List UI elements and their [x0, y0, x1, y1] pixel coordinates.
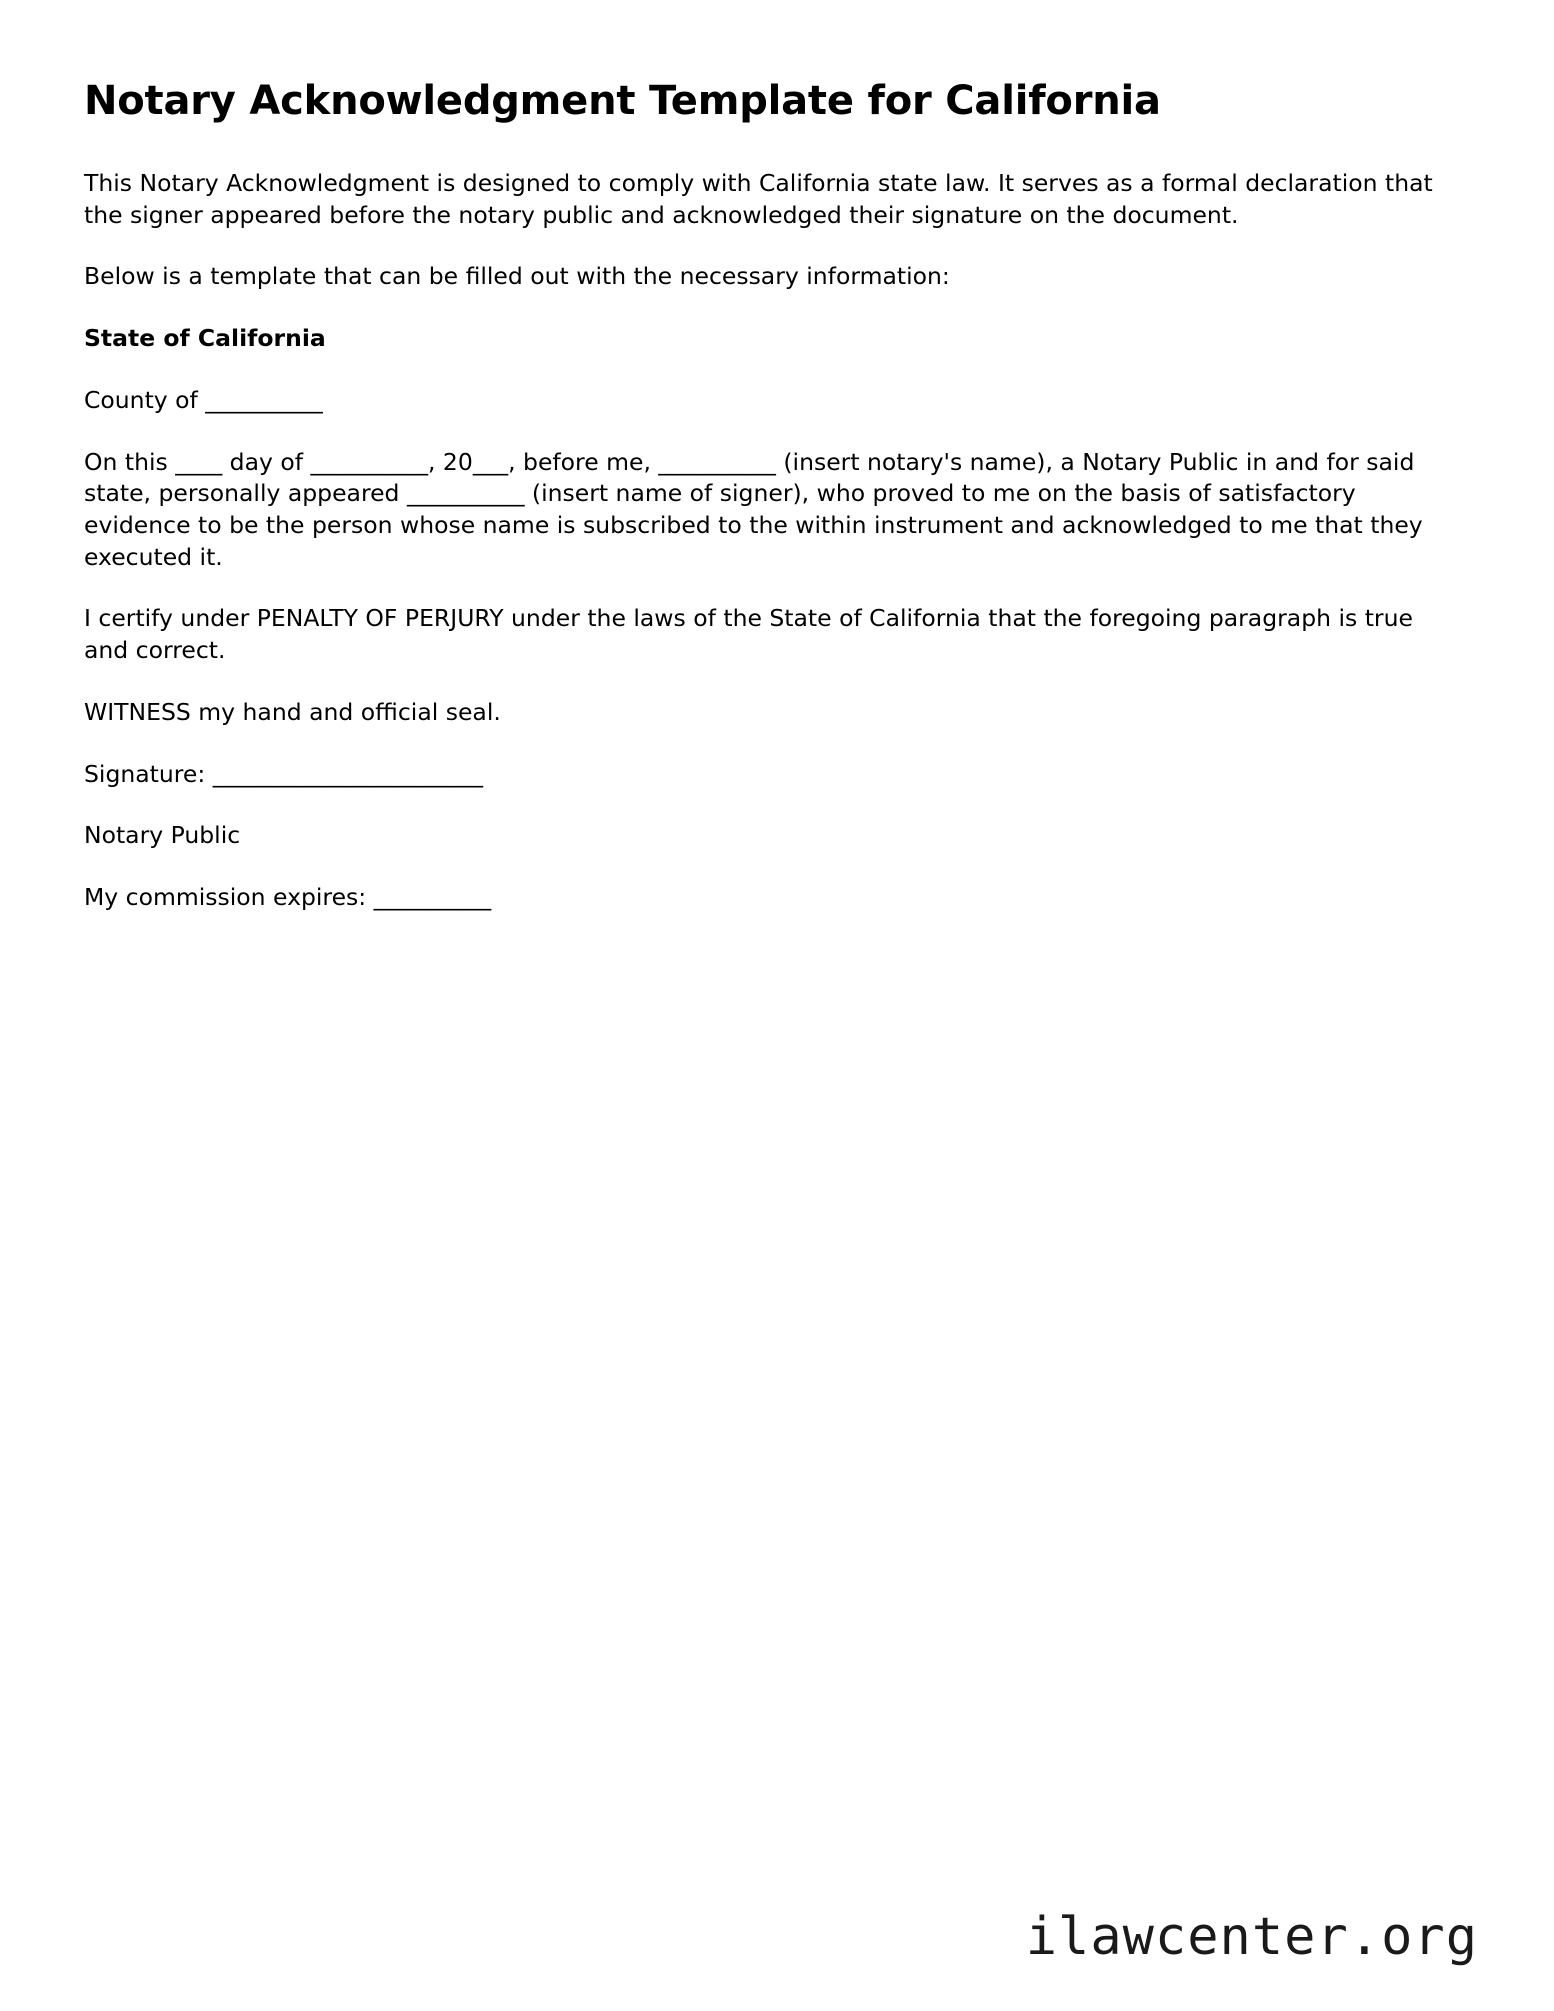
witness-line: WITNESS my hand and official seal. — [84, 697, 501, 726]
site-watermark: ilawcenter.org — [1025, 1907, 1478, 1967]
certification-paragraph: I certify under PENALTY OF PERJURY under the laws of the State of California that the foregoing paragraph is true and correct. — [84, 604, 1413, 665]
document-body — [84, 78, 1444, 944]
intro-paragraph: This Notary Acknowledgment is designed to comply with California state law. It serves as a formal declaration that the signer appeared before the notary public and acknowledged their signature on the document. — [84, 169, 1433, 229]
county-field-line: County of __________ — [84, 385, 323, 414]
page-title: Notary Acknowledgment Template for California — [84, 78, 1161, 124]
state-heading: State of California — [84, 324, 326, 353]
acknowledgment-paragraph: On this ____ day of __________, 20___, before me, __________ (insert notary's name), a Notary Public in and for said state, personally appeared __________ (insert name of signer), who proved to me on the basis of satisfactory evidence to be the person whose name is subscribed to the within instrument and acknowledged to me that they executed it. — [84, 447, 1423, 571]
commission-expires-field-line: My commission expires: __________ — [84, 883, 492, 912]
signature-field-line: Signature: _______________________ — [84, 759, 484, 788]
notary-public-label: Notary Public — [84, 821, 241, 850]
instruction-paragraph: Below is a template that can be filled out with the necessary information: — [84, 262, 950, 291]
